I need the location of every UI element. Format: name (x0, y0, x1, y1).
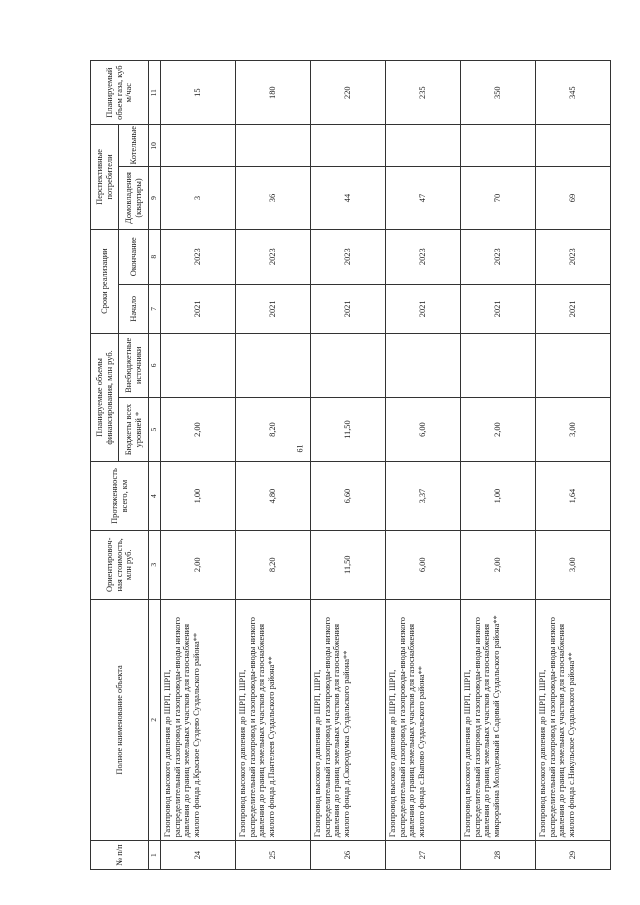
cell-budgets: 6,00 (386, 397, 461, 461)
cell-no: 24 (161, 841, 236, 870)
cell-cost: 11,50 (311, 530, 386, 599)
colnum: 8 (149, 229, 161, 284)
cell-start: 2021 (536, 284, 611, 333)
cell-start: 2021 (311, 284, 386, 333)
header-boilers: Котельные (119, 125, 149, 167)
cell-households: 44 (311, 167, 386, 229)
cell-name: Газопровод высокого давления до ШРП, ШРП, распределительный газопровод и газопроводы-вводы низкого давления до границ земельных участков для газоснабжения жилого фонда д.Красное Суздево Суздальского района** (161, 599, 236, 841)
header-cost: Ориентировоч-ная стоимость, млн руб. (91, 530, 149, 599)
cell-no: 29 (536, 841, 611, 870)
cell-length: 1,00 (161, 462, 236, 531)
cell-offbudget (536, 333, 611, 397)
cell-end: 2023 (461, 229, 536, 284)
header-offbudget: Внебюджетные источники (119, 333, 149, 397)
table-container (90, 60, 610, 870)
colnum: 2 (149, 599, 161, 841)
cell-gas: 180 (236, 61, 311, 125)
cell-offbudget (461, 333, 536, 397)
colnum: 1 (149, 841, 161, 870)
cell-budgets: 2,00 (161, 397, 236, 461)
table-row (236, 61, 311, 870)
page-number: 61 (295, 444, 305, 453)
cell-gas: 345 (536, 61, 611, 125)
colnum: 11 (149, 61, 161, 125)
cell-gas: 220 (311, 61, 386, 125)
cell-households: 70 (461, 167, 536, 229)
colnum: 4 (149, 462, 161, 531)
cell-length: 1,00 (461, 462, 536, 531)
cell-offbudget (161, 333, 236, 397)
cell-cost: 2,00 (461, 530, 536, 599)
header-start: Начало (119, 284, 149, 333)
cell-end: 2023 (236, 229, 311, 284)
cell-cost: 3,00 (536, 530, 611, 599)
cell-no: 25 (236, 841, 311, 870)
header-terms: Сроки реализации (91, 229, 119, 333)
colnum: 6 (149, 333, 161, 397)
cell-boilers (386, 125, 461, 167)
header-gas: Планируемый объем газа, куб м/час (91, 61, 149, 125)
cell-gas: 350 (461, 61, 536, 125)
cell-name: Газопровод высокого давления до ШРП, ШРП, распределительный газопровод и газопроводы-вводы низкого давления до границ земельных участков для газоснабжения жилого фонда с.Никульское Суздальского района** (536, 599, 611, 841)
header-households: Домовладения (квартиры) (119, 167, 149, 229)
rotated-table (90, 60, 610, 870)
table-row (461, 61, 536, 870)
cell-boilers (236, 125, 311, 167)
cell-name: Газопровод высокого давления до ШРП, ШРП, распределительный газопровод и газопроводы-вводы низкого давления до границ земельных участков для газоснабжения жилого фонда д.Скородумка Суздальского района** (311, 599, 386, 841)
table-row (536, 61, 611, 870)
cell-start: 2021 (386, 284, 461, 333)
cell-households: 47 (386, 167, 461, 229)
cell-budgets: 3,00 (536, 397, 611, 461)
cell-offbudget (311, 333, 386, 397)
colnum: 10 (149, 125, 161, 167)
cell-no: 26 (311, 841, 386, 870)
header-name: Полное наименование объекта (91, 599, 149, 841)
cell-budgets: 11,50 (311, 397, 386, 461)
cell-name: Газопровод высокого давления до ШРП, ШРП, распределительный газопровод и газопроводы-вводы низкого давления до границ земельных участков для газоснабжения микрорайона Молодежный в Садовый Суздальского района** (461, 599, 536, 841)
cell-households: 36 (236, 167, 311, 229)
cell-end: 2023 (311, 229, 386, 284)
cell-length: 3,37 (386, 462, 461, 531)
cell-boilers (161, 125, 236, 167)
colnum: 5 (149, 397, 161, 461)
colnum: 9 (149, 167, 161, 229)
header-length: Протяженность всего, км (91, 462, 149, 531)
cell-end: 2023 (536, 229, 611, 284)
table-row (161, 61, 236, 870)
cell-offbudget (236, 333, 311, 397)
cell-start: 2021 (161, 284, 236, 333)
cell-boilers (536, 125, 611, 167)
header-consumers: Перспективные потребители (91, 125, 119, 229)
cell-gas: 15 (161, 61, 236, 125)
header-end: Окончание (119, 229, 149, 284)
cell-gas: 235 (386, 61, 461, 125)
cell-boilers (311, 125, 386, 167)
cell-length: 6,60 (311, 462, 386, 531)
cell-start: 2021 (236, 284, 311, 333)
cell-length: 1,64 (536, 462, 611, 531)
colnum: 7 (149, 284, 161, 333)
cell-name: Газопровод высокого давления до ШРП, ШРП, распределительный газопровод и газопроводы-вводы низкого давления до границ земельных участков для газоснабжения жилого фонда д.Пантелеев Суздальского района** (236, 599, 311, 841)
cell-name: Газопровод высокого давления до ШРП, ШРП, распределительный газопровод и газопроводы-вводы низкого давления до границ земельных участков для газоснабжения жилого фонда с.Выпово Суздальского района** (386, 599, 461, 841)
cell-cost: 6,00 (386, 530, 461, 599)
cell-length: 4,80 (236, 462, 311, 531)
cell-no: 28 (461, 841, 536, 870)
cell-budgets: 8,20 (236, 397, 311, 461)
cell-start: 2021 (461, 284, 536, 333)
cell-cost: 8,20 (236, 530, 311, 599)
table-row (311, 61, 386, 870)
cell-boilers (461, 125, 536, 167)
cell-no: 27 (386, 841, 461, 870)
cell-budgets: 2,00 (461, 397, 536, 461)
cell-households: 3 (161, 167, 236, 229)
cell-offbudget (386, 333, 461, 397)
objects-table (90, 60, 611, 870)
cell-cost: 2,00 (161, 530, 236, 599)
cell-end: 2023 (161, 229, 236, 284)
header-no: № п/п (91, 841, 149, 870)
header-financing: Планируемые объемы финансирования, млн руб. (91, 333, 119, 462)
header-budgets: Бюджеты всех уровней * (119, 397, 149, 461)
cell-end: 2023 (386, 229, 461, 284)
colnum: 3 (149, 530, 161, 599)
table-row (386, 61, 461, 870)
cell-households: 69 (536, 167, 611, 229)
